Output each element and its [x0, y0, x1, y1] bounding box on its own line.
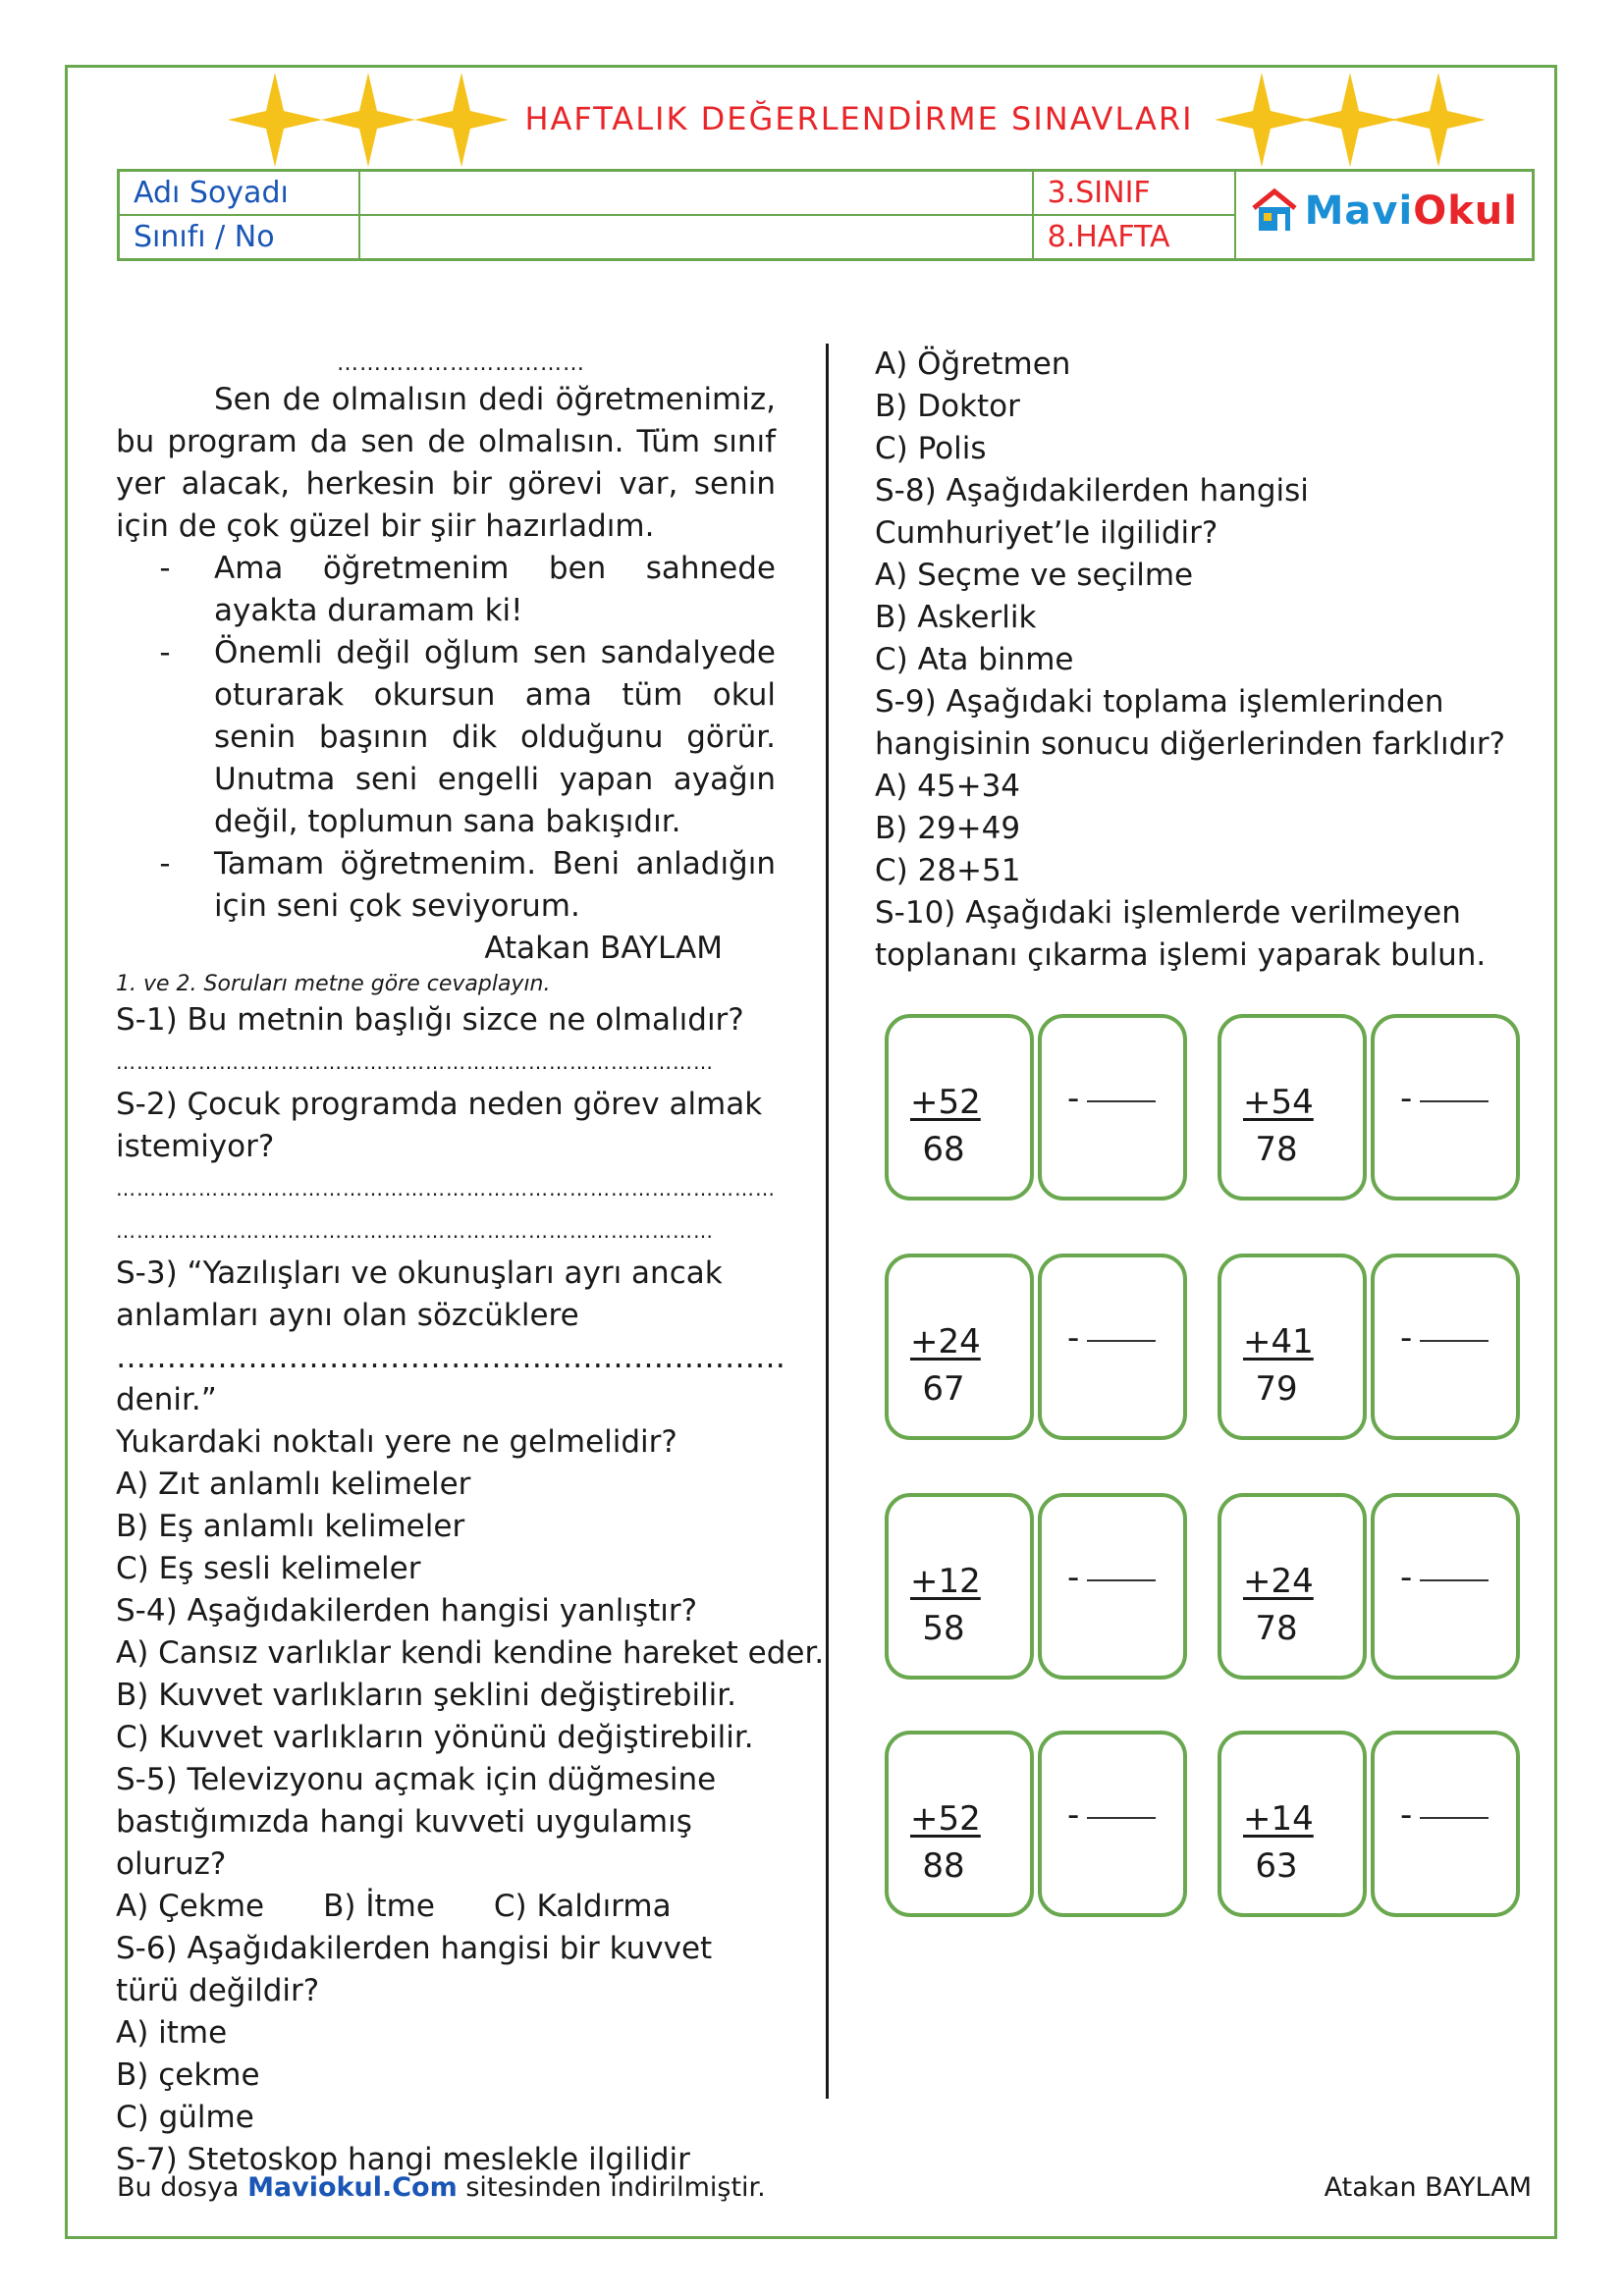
minus-sign: - — [1067, 1795, 1080, 1835]
class-no-field[interactable] — [359, 215, 1033, 260]
class-no-label: Sınıfı / No — [119, 215, 360, 260]
reading-title-blank: …………………………… — [337, 351, 585, 376]
answer-blank[interactable] — [1420, 1579, 1489, 1581]
student-info-table — [117, 169, 1535, 261]
subtraction-answer-card[interactable] — [1038, 1493, 1187, 1680]
footer-prefix: Bu dosya — [117, 2172, 240, 2203]
minus-sign: - — [1067, 1318, 1080, 1358]
q5-option-c[interactable]: C) Kaldırma — [493, 1889, 672, 1924]
addition-card — [1218, 1493, 1367, 1680]
q8-option-c[interactable]: C) Ata binme — [875, 642, 1074, 677]
maviokul-logo — [1250, 187, 1518, 236]
minus-sign: - — [1400, 1318, 1413, 1358]
reading-author: Atakan BAYLAM — [484, 931, 723, 966]
q7-option-c[interactable]: C) Polis — [875, 431, 987, 466]
subtraction-answer-card[interactable] — [1038, 1731, 1187, 1917]
addend-value: +54 — [1243, 1083, 1314, 1122]
question-3-line-2: anlamları aynı olan sözcüklere — [116, 1298, 579, 1333]
subtraction-answer-card[interactable] — [1371, 1014, 1520, 1201]
answer-blank[interactable] — [1087, 1100, 1156, 1102]
answer-blank[interactable] — [1087, 1817, 1156, 1819]
question-8: S-8) Aşağıdakilerden hangisi Cumhuriyet’le ilgilidir? — [875, 473, 1309, 551]
question-3-ask: Yukardaki noktalı yere ne gelmelidir? — [116, 1424, 677, 1460]
subtraction-answer-card[interactable] — [1371, 1731, 1520, 1917]
addition-problem — [910, 1318, 981, 1413]
q4-option-b[interactable]: B) Kuvvet varlıkların şeklini değiştirebilir. — [116, 1678, 737, 1713]
dialogue-line: - Tamam öğretmenim. Beni anladığın için seni çok seviyorum. — [159, 846, 776, 924]
addition-problem — [1243, 1795, 1314, 1890]
addend-value: +12 — [910, 1562, 981, 1601]
reading-intro: Sen de olmalısın dedi öğretmenimiz, bu program da sen de olmalısın. Tüm sınıf yer alacak, herkesin bir görevi var, senin için de çok güzel bir şiir hazırladım. — [116, 382, 776, 544]
question-4: S-4) Aşağıdakilerden hangisi yanlıştır? — [116, 1593, 698, 1629]
logo-text-mavi: Mavi — [1304, 188, 1414, 234]
footer-source — [117, 2172, 766, 2203]
q3-option-b[interactable]: B) Eş anlamlı kelimeler — [116, 1509, 465, 1544]
sum-value: 78 — [1255, 1130, 1298, 1169]
logo-cell — [1235, 171, 1534, 260]
sum-value: 58 — [922, 1609, 965, 1648]
minus-sign: - — [1400, 1079, 1413, 1118]
answer-line-2a[interactable]: …………………………………………………………………………………… — [116, 1177, 776, 1201]
answer-blank[interactable] — [1420, 1340, 1489, 1342]
sum-value: 78 — [1255, 1609, 1298, 1648]
q8-option-a[interactable]: A) Seçme ve seçilme — [875, 558, 1194, 593]
dialogue-line: - Ama öğretmenim ben sahnede ayakta duramam ki! — [159, 551, 776, 628]
sum-value: 88 — [922, 1846, 965, 1886]
q5-options — [116, 1886, 776, 1928]
minus-sign: - — [1400, 1795, 1413, 1835]
answer-blank[interactable] — [1420, 1100, 1489, 1102]
left-column — [116, 349, 825, 2181]
column-divider — [826, 344, 829, 2099]
answer-line-2b[interactable]: …………………………………………………………………………… — [116, 1219, 714, 1243]
q9-option-a[interactable]: A) 45+34 — [875, 769, 1021, 804]
sum-value: 67 — [922, 1369, 965, 1409]
q9-option-b[interactable]: B) 29+49 — [875, 811, 1021, 846]
q9-option-c[interactable]: C) 28+51 — [875, 853, 1021, 888]
name-label: Adı Soyadı — [119, 171, 360, 216]
subtraction-answer-card[interactable] — [1038, 1014, 1187, 1201]
q6-option-c[interactable]: C) gülme — [116, 2100, 254, 2135]
dialogue-line: - Önemli değil oğlum sen sandalyede oturarak okursun ama tüm okul senin başının dik olduğunu görür. Unutma seni engelli yapan ayağın değil, toplumun sana bakışıdır. — [159, 635, 776, 839]
week-label: 8.HAFTA — [1033, 215, 1235, 260]
addend-value: +52 — [910, 1799, 981, 1839]
addition-card — [885, 1731, 1034, 1917]
subtraction-answer-card[interactable] — [1371, 1493, 1520, 1680]
question-3-line-3: ………………………………………………………… denir.” — [116, 1340, 785, 1417]
sum-value: 63 — [1255, 1846, 1298, 1886]
addend-value: +24 — [910, 1322, 981, 1362]
minus-sign: - — [1067, 1079, 1080, 1118]
subtraction-answer-card[interactable] — [1371, 1254, 1520, 1440]
question-5: S-5) Televizyonu açmak için düğmesine bastığımızda hangi kuvveti uygulamış oluruz? — [116, 1762, 717, 1882]
addend-value: +24 — [1243, 1562, 1314, 1601]
minus-sign: - — [1400, 1558, 1413, 1597]
addition-problem — [910, 1795, 981, 1890]
minus-sign: - — [1067, 1558, 1080, 1597]
question-3-line-1: S-3) “Yazılışları ve okunuşları ayrı ancak — [116, 1255, 723, 1291]
footer-link[interactable]: Maviokul.Com — [247, 2172, 458, 2203]
q3-option-a[interactable]: A) Zıt anlamlı kelimeler — [116, 1467, 471, 1502]
q5-option-b[interactable]: B) İtme — [323, 1889, 435, 1924]
addition-problem — [1243, 1318, 1314, 1413]
instruction-note: 1. ve 2. Soruları metne göre cevaplayın. — [116, 972, 551, 996]
grade-label: 3.SINIF — [1033, 171, 1235, 216]
q4-option-a[interactable]: A) Cansız varlıklar kendi kendine hareket eder. — [116, 1635, 825, 1671]
answer-blank[interactable] — [1420, 1817, 1489, 1819]
addend-value: +52 — [910, 1083, 981, 1122]
addition-card — [885, 1254, 1034, 1440]
q4-option-c[interactable]: C) Kuvvet varlıkların yönünü değiştirebilir. — [116, 1720, 754, 1755]
addend-value: +41 — [1243, 1322, 1314, 1362]
sum-value: 68 — [922, 1130, 965, 1169]
page-title: HAFTALIK DEĞERLENDİRME SINAVLARI — [524, 100, 1194, 137]
footer-suffix: sitesinden indirilmiştir. — [465, 2172, 766, 2203]
question-6: S-6) Aşağıdakilerden hangisi bir kuvvet türü değildir? — [116, 1931, 713, 2008]
addition-card — [1218, 1014, 1367, 1201]
addition-problem — [1243, 1558, 1314, 1652]
q6-option-b[interactable]: B) çekme — [116, 2057, 260, 2093]
logo-text-okul: Okul — [1413, 188, 1518, 234]
title-row — [226, 94, 1492, 145]
house-icon — [1250, 187, 1299, 236]
q5-option-a[interactable]: A) Çekme — [116, 1889, 265, 1924]
addition-card — [1218, 1254, 1367, 1440]
q7-option-b[interactable]: B) Doktor — [875, 389, 1020, 424]
name-field[interactable] — [359, 171, 1033, 216]
question-2: S-2) Çocuk programda neden görev almak istemiyor? — [116, 1087, 763, 1164]
answer-line-1[interactable]: …………………………………………………………………………… — [116, 1050, 714, 1074]
question-7: S-7) Stetoskop hangi meslekle ilgilidir — [116, 2142, 690, 2177]
q7-option-a[interactable]: A) Öğretmen — [875, 347, 1071, 382]
addition-card — [885, 1493, 1034, 1680]
addition-problem — [910, 1558, 981, 1652]
question-1: S-1) Bu metnin başlığı sizce ne olmalıdır? — [116, 1002, 744, 1038]
answer-blank[interactable] — [1087, 1340, 1156, 1342]
addition-problem — [1243, 1079, 1314, 1173]
addend-value: +14 — [1243, 1799, 1314, 1839]
addition-problem — [910, 1079, 981, 1173]
footer-author: Atakan BAYLAM — [1324, 2172, 1532, 2203]
answer-blank[interactable] — [1087, 1579, 1156, 1581]
addition-card — [885, 1014, 1034, 1201]
q6-option-a[interactable]: A) itme — [116, 2015, 228, 2051]
addition-card — [1218, 1731, 1367, 1917]
right-column — [875, 344, 1523, 977]
question-9: S-9) Aşağıdaki toplama işlemlerinden hangisinin sonucu diğerlerinden farklıdır? — [875, 684, 1506, 762]
q8-option-b[interactable]: B) Askerlik — [875, 600, 1037, 635]
sum-value: 79 — [1255, 1369, 1298, 1409]
subtraction-answer-card[interactable] — [1038, 1254, 1187, 1440]
question-10: S-10) Aşağıdaki işlemlerde verilmeyen toplananı çıkarma işlemi yaparak bulun. — [875, 895, 1487, 973]
q3-option-c[interactable]: C) Eş sesli kelimeler — [116, 1551, 421, 1586]
